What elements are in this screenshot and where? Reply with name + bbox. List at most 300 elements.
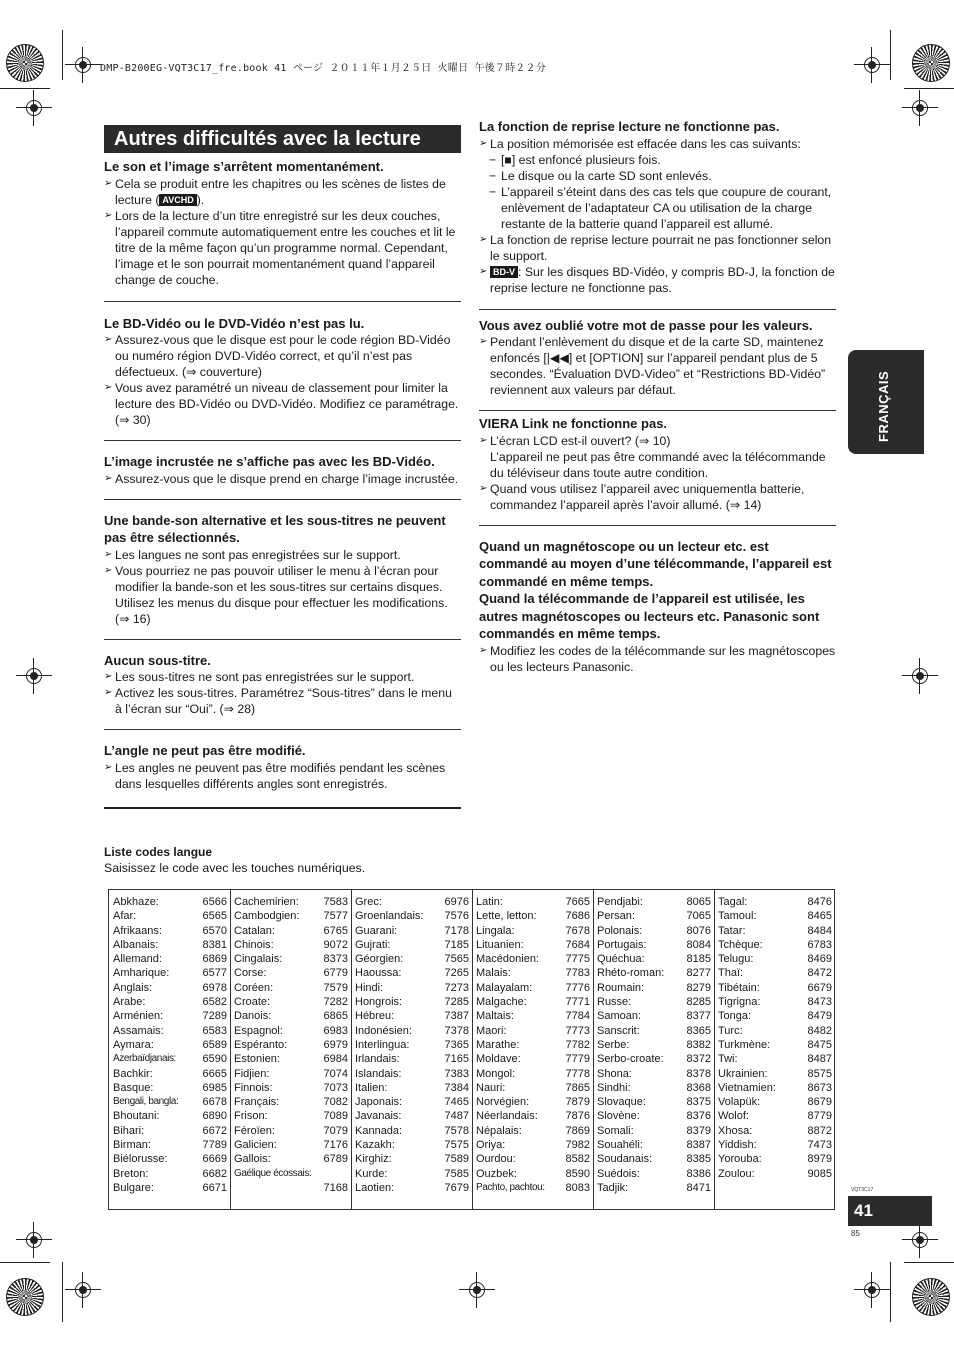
section-end-divider (104, 807, 461, 809)
language-name: Afar: (113, 910, 137, 923)
language-row (476, 1152, 590, 1166)
language-row (718, 966, 832, 980)
language-name: Indonésien: (355, 1024, 412, 1037)
language-name: Serbo-croate: (597, 1053, 664, 1066)
language-name: Guarani: (355, 924, 398, 937)
language-row (234, 981, 348, 995)
language-code: 7285 (444, 996, 469, 1009)
crosshair-mark (465, 1278, 489, 1302)
language-code: 6783 (807, 938, 832, 951)
bullet-item: ➢ Lors de la lecture d’un titre enregistré sur les deux couches, l’appareil commute automatiquement entre les couches et lit le titre de la même façon qu’un programme normal. Cependant, l’image et le son pourrait momentanément quand l’appareil change de couche. (104, 208, 461, 288)
language-code: 7487 (444, 1110, 469, 1123)
divider (104, 440, 461, 441)
language-code: 8285 (686, 996, 711, 1009)
language-name: Yorouba: (718, 1153, 762, 1166)
language-row (597, 1024, 711, 1038)
language-row (113, 1138, 227, 1152)
language-row (234, 1038, 348, 1052)
language-row (113, 995, 227, 1009)
language-code: 6669 (202, 1153, 227, 1166)
left-column (104, 158, 461, 809)
language-row (718, 909, 832, 923)
language-side-tab (848, 350, 924, 454)
language-code: 7678 (565, 924, 590, 937)
language-code: 6589 (202, 1038, 227, 1051)
language-name: Chinois: (234, 938, 274, 951)
language-name: Galicien: (234, 1139, 277, 1152)
language-name: Turc: (718, 1024, 743, 1037)
registration-sunburst-top-left (6, 44, 44, 82)
language-row (718, 981, 832, 995)
bullet-item: ➢ Quand vous utilisez l’appareil avec uniquementla batterie, commandez l’appareil après l’avoir allumé. (⇒ 14) (479, 481, 836, 513)
language-name: Sanscrit: (597, 1024, 640, 1037)
language-code: 8475 (807, 1038, 832, 1051)
language-code: 8779 (807, 1110, 832, 1123)
language-name: Quéchua: (597, 953, 645, 966)
language-column (597, 895, 711, 1195)
language-row (234, 1009, 348, 1023)
language-name: Latin: (476, 896, 503, 908)
language-name: Corse: (234, 967, 267, 980)
bullet-item: ➢ Activez les sous-titres. Paramétrez “Sous-titres” dans le menu à l’écran sur “Oui”. (⇒ 28) (104, 685, 461, 717)
language-row (476, 1081, 590, 1095)
language-row (597, 1095, 711, 1109)
language-name: Féroïen: (234, 1124, 275, 1137)
language-row (718, 1124, 832, 1138)
column-divider (593, 890, 594, 1209)
language-code: 7578 (444, 1124, 469, 1137)
bullet-item: ➢ Vous avez paramétré un niveau de classement pour limiter la lecture des BD-Vidéo ou DVD-Vidéo. Modifiez ce paramétrage. (⇒ 30) (104, 380, 461, 428)
language-row (476, 938, 590, 952)
heading: Aucun sous-titre. (104, 652, 211, 668)
language-code: 7265 (444, 967, 469, 980)
page-number: 41 (848, 1196, 932, 1226)
language-row (597, 1052, 711, 1066)
language-row (234, 952, 348, 966)
language-row (597, 1109, 711, 1123)
language-name: Tatar: (718, 924, 746, 937)
language-row (718, 1024, 832, 1038)
language-name: Espéranto: (234, 1038, 288, 1051)
crop-line (0, 88, 50, 89)
bullet-item: ➢ Pendant l’enlèvement du disque et de la carte SD, maintenez enfoncés [|◀◀] et [OPTION] sur l’appareil pendant plus de 5 secondes. “Évaluation DVD-Video” et “Restrictions BD-Vidéo” reviennent aux valeurs par défaut. (479, 334, 836, 398)
language-row (113, 1038, 227, 1052)
language-name: Anglais: (113, 981, 153, 994)
language-code: 7282 (323, 996, 348, 1009)
crosshair-mark (908, 1228, 932, 1252)
language-name: Fidjien: (234, 1067, 270, 1080)
language-row (113, 909, 227, 923)
crosshair-mark (22, 96, 46, 120)
language-code: 8479 (807, 1010, 832, 1023)
language-row (718, 1067, 832, 1081)
language-code: 7776 (565, 981, 590, 994)
language-row (113, 895, 227, 909)
language-row (597, 938, 711, 952)
language-name: Maori: (476, 1024, 507, 1037)
language-code: 7387 (444, 1010, 469, 1023)
language-row (234, 1124, 348, 1138)
language-row (355, 909, 469, 923)
language-name (234, 1181, 237, 1195)
language-row (476, 1167, 590, 1181)
language-row (597, 909, 711, 923)
language-row (718, 924, 832, 938)
language-name: Mongol: (476, 1067, 516, 1080)
crop-line (904, 88, 954, 89)
language-code: 8471 (686, 1181, 711, 1194)
language-code: 8375 (686, 1096, 711, 1109)
heading: Vous avez oublié votre mot de passe pour les valeurs. (479, 317, 813, 333)
language-name: Lette, letton: (476, 910, 537, 923)
divider (479, 525, 836, 526)
language-row (718, 1038, 832, 1052)
language-name: Hongrois: (355, 996, 403, 1009)
bullet-item: ➢ Les langues ne sont pas enregistrées sur le support. (104, 547, 461, 563)
language-column (113, 895, 227, 1195)
language-code: 7665 (565, 896, 590, 908)
language-code: 8386 (686, 1167, 711, 1180)
language-code: 8679 (807, 1096, 832, 1109)
language-name: Azerbaïdjanais: (113, 1053, 176, 1065)
language-name: Tchèque: (718, 938, 763, 951)
bullet-item: ➢ L’écran LCD est-il ouvert? (⇒ 10) L’appareil ne peut pas être commandé avec la télécommande du téléviseur dans toute autre condition. (479, 433, 836, 481)
heading: L’image incrustée ne s’affiche pas avec les BD-Vidéo. (104, 454, 435, 469)
language-code: 7079 (323, 1124, 348, 1137)
language-row (476, 1009, 590, 1023)
language-code: 6590 (202, 1053, 227, 1066)
language-code: 7176 (323, 1139, 348, 1152)
language-code: 6570 (202, 924, 227, 937)
bdv-badge: BD-V (490, 266, 518, 278)
language-code: 6789 (323, 1153, 348, 1166)
language-row (597, 1067, 711, 1081)
language-code: 6978 (202, 981, 227, 994)
language-name: Arménien: (113, 1010, 164, 1023)
language-name: Russe: (597, 996, 632, 1009)
language-row (234, 1181, 348, 1195)
crosshair-mark (860, 53, 884, 77)
language-row (355, 1081, 469, 1095)
language-code: 6779 (323, 967, 348, 980)
language-code: 8385 (686, 1153, 711, 1166)
language-name: Malais: (476, 967, 511, 980)
language-code: 7273 (444, 981, 469, 994)
divider (104, 639, 461, 640)
bullet-item: ➢ La fonction de reprise lecture pourrait ne pas fonctionner selon le support. (479, 232, 836, 264)
registration-sunburst-bottom-right (912, 1278, 950, 1316)
crop-line (62, 1262, 63, 1322)
language-name: Albanais: (113, 938, 159, 951)
language-name: Nauri: (476, 1081, 506, 1094)
language-row (113, 1181, 227, 1195)
language-row (476, 995, 590, 1009)
language-code: 7775 (565, 953, 590, 966)
language-code: 8487 (807, 1053, 832, 1066)
language-row (113, 924, 227, 938)
language-code: 8872 (807, 1124, 832, 1137)
language-name: Kannada: (355, 1124, 403, 1137)
heading: L’angle ne peut pas être modifié. (104, 743, 306, 758)
column-divider (230, 890, 231, 1209)
language-row (355, 1067, 469, 1081)
language-name: Malgache: (476, 996, 527, 1009)
language-code: 8365 (686, 1024, 711, 1037)
language-row (355, 938, 469, 952)
language-name: Ukrainien: (718, 1067, 768, 1080)
language-name: Espagnol: (234, 1024, 283, 1037)
language-row (718, 1152, 832, 1166)
bullet-item: ➢ Assurez-vous que le disque prend en charge l’image incrustée. (104, 471, 461, 487)
language-row (355, 1181, 469, 1195)
language-row (355, 1038, 469, 1052)
language-row (718, 938, 832, 952)
language-row (476, 1124, 590, 1138)
page-small-number: 85 (851, 1229, 860, 1238)
crosshair-mark (860, 1278, 884, 1302)
language-name: Tadjik: (597, 1181, 629, 1194)
language-code: 7784 (565, 1010, 590, 1023)
language-name: Hébreu: (355, 1010, 395, 1023)
language-row (113, 981, 227, 995)
language-code: 6583 (202, 1024, 227, 1037)
language-code: 8387 (686, 1139, 711, 1152)
language-code: 7576 (444, 910, 469, 923)
language-row (597, 995, 711, 1009)
language-column (476, 895, 590, 1195)
bullet-item: ➢ Cela se produit entre les chapitres ou les scènes de listes de lecture ( AVCHD ). (104, 176, 461, 208)
language-code: 7473 (807, 1139, 832, 1152)
language-code: 7365 (444, 1038, 469, 1051)
language-code: 7073 (323, 1081, 348, 1094)
language-name: Tonga: (718, 1010, 752, 1023)
language-name: Javanais: (355, 1110, 402, 1123)
crop-line (0, 1262, 50, 1263)
crop-line (890, 30, 891, 80)
language-name: Kirghiz: (355, 1153, 392, 1166)
registration-sunburst-bottom-left (6, 1278, 44, 1316)
file-header-line: DMP-B200EG-VQT3C17_fre.book 41 ページ ２０１１年１月２５日 火曜日 午後７時２２分 (100, 63, 546, 74)
language-name: Estonien: (234, 1053, 280, 1066)
language-code: 6678 (202, 1096, 227, 1109)
language-code: 8373 (323, 953, 348, 966)
language-name: Norvégien: (476, 1096, 530, 1109)
language-row (718, 1052, 832, 1066)
language-name: Cambodgien: (234, 910, 300, 923)
language-row (718, 895, 832, 909)
language-row (476, 1052, 590, 1066)
crosshair-mark (908, 664, 932, 688)
language-code: 7065 (686, 910, 711, 923)
language-row (234, 1138, 348, 1152)
language-code: 7168 (323, 1181, 348, 1194)
language-column (355, 895, 469, 1195)
language-code: 8377 (686, 1010, 711, 1023)
heading: Quand un magnétoscope ou un lecteur etc. est commandé au moyen d’une télécommande, l’appareil est commandé en même temps. (479, 538, 832, 589)
language-row (234, 1024, 348, 1038)
language-row (113, 938, 227, 952)
language-row (113, 1124, 227, 1138)
language-name: Grec: (355, 896, 382, 908)
language-code: 7879 (565, 1096, 590, 1109)
bullet-item: ➢ Vous pourriez ne pas pouvoir utiliser le menu à l’écran pour modifier la bande-son et les sous-titres sur certains disques. Utilisez les menus du disque pour effectuer les modifications. (⇒ 16) (104, 563, 461, 627)
language-name: Italien: (355, 1081, 388, 1094)
language-code: 7789 (202, 1139, 227, 1152)
language-name: Lingala: (476, 924, 515, 937)
language-code: 8372 (686, 1053, 711, 1066)
language-code: 7876 (565, 1110, 590, 1123)
section-title: Autres difficultés avec la lecture (104, 125, 461, 153)
language-name: Portugais: (597, 938, 647, 951)
language-row (355, 952, 469, 966)
language-row (355, 1167, 469, 1181)
language-name: Somali: (597, 1124, 634, 1137)
language-name: Xhosa: (718, 1124, 753, 1137)
language-code: 7783 (565, 967, 590, 980)
language-name: Souahéli: (597, 1139, 643, 1152)
right-column (479, 118, 836, 675)
language-row (476, 924, 590, 938)
crop-line (62, 30, 63, 80)
language-code: 6679 (807, 981, 832, 994)
divider (479, 410, 836, 411)
column-divider (351, 890, 352, 1209)
language-row (476, 952, 590, 966)
language-code: 8472 (807, 967, 832, 980)
language-name: Japonais: (355, 1096, 403, 1109)
language-code: 8084 (686, 938, 711, 951)
language-name: Samoan: (597, 1010, 642, 1023)
language-code: 7178 (444, 924, 469, 937)
language-name: Serbe: (597, 1038, 630, 1051)
language-name: Néerlandais: (476, 1110, 538, 1123)
language-code: 7585 (444, 1167, 469, 1180)
language-code: 8590 (565, 1167, 590, 1180)
language-name: Tibétain: (718, 981, 760, 994)
language-row (113, 1095, 227, 1109)
language-row (234, 938, 348, 952)
language-code: 8482 (807, 1024, 832, 1037)
language-name: Irlandais: (355, 1053, 400, 1066)
bullet-item: ➢ Les sous-titres ne sont pas enregistrées sur le support. (104, 669, 461, 685)
crosshair-mark (908, 96, 932, 120)
language-row (597, 966, 711, 980)
language-name: Bhoutani: (113, 1110, 160, 1123)
language-row (718, 1081, 832, 1095)
language-code: 7565 (444, 953, 469, 966)
language-row (597, 1081, 711, 1095)
language-code: 6682 (202, 1167, 227, 1180)
language-name: Laotien: (355, 1181, 395, 1194)
language-code: 7165 (444, 1053, 469, 1066)
language-name: Croate: (234, 996, 271, 1009)
language-name: Frison: (234, 1110, 268, 1123)
language-name: Slovaque: (597, 1096, 646, 1109)
language-name: Soudanais: (597, 1153, 653, 1166)
heading: Quand la télécommande de l’appareil est utilisée, les autres magnétoscopes ou lecteurs etc. Panasonic sont commandés en même temps. (479, 591, 820, 641)
language-row (234, 895, 348, 909)
language-code: 6566 (202, 896, 227, 908)
language-code: 8185 (686, 953, 711, 966)
bullet-item: ➢ Les angles ne peuvent pas être modifiés pendant les scènes dans lesquelles différents angles sont enregistrés. (104, 760, 461, 792)
language-row (597, 1138, 711, 1152)
divider (104, 301, 461, 302)
language-row (113, 1052, 227, 1066)
language-name: Roumain: (597, 981, 645, 994)
language-row (355, 1124, 469, 1138)
language-name: Gaélique écossais: (234, 1167, 312, 1179)
language-row (476, 1109, 590, 1123)
language-row (597, 1152, 711, 1166)
language-code: 7779 (565, 1053, 590, 1066)
language-row (476, 909, 590, 923)
language-code: 6890 (202, 1110, 227, 1123)
language-row (597, 1167, 711, 1181)
language-name: Marathe: (476, 1038, 520, 1051)
language-code: 7686 (565, 910, 590, 923)
language-row (718, 1167, 832, 1181)
language-row (234, 909, 348, 923)
language-name: Hindi: (355, 981, 384, 994)
language-row (597, 1038, 711, 1052)
language-code: 7082 (323, 1096, 348, 1109)
language-code: 8979 (807, 1153, 832, 1166)
bullet-item: ➢ BD-V : Sur les disques BD-Vidéo, y compris BD-J, la fonction de reprise lecture ne fonctionne pas. (479, 264, 836, 296)
language-name: Aymara: (113, 1038, 154, 1051)
language-name: Thaï: (718, 967, 744, 980)
language-code: 6869 (202, 953, 227, 966)
language-name: Géorgien: (355, 953, 404, 966)
sub-item: − L’appareil s’éteint dans des cas tels que coupure de courant, enlèvement de l’adaptateur CA ou utilisation de la charge restante de la batterie quand l’appareil est allumé. (479, 184, 836, 232)
language-name: Assamais: (113, 1024, 164, 1037)
language-row (355, 1024, 469, 1038)
language-code: 7865 (565, 1081, 590, 1094)
language-code: 7773 (565, 1024, 590, 1037)
language-code: 6671 (202, 1181, 227, 1194)
column-divider (714, 890, 715, 1209)
language-column (718, 895, 832, 1181)
language-code: 7383 (444, 1067, 469, 1080)
language-row (234, 1067, 348, 1081)
language-code: 6765 (323, 924, 348, 937)
language-code: 6983 (323, 1024, 348, 1037)
sub-item: − Le disque ou la carte SD sont enlevés. (479, 168, 836, 184)
language-name: Gallois: (234, 1153, 271, 1166)
language-code: 6976 (444, 896, 469, 908)
language-code: 7869 (565, 1124, 590, 1137)
language-row (234, 1152, 348, 1166)
language-name: Rhéto-roman: (597, 967, 665, 980)
bullet-item: ➢ Assurez-vous que le disque est pour le code région BD-Vidéo ou numéro région DVD-Vidéo correct, et qu’il n’est pas défectueux. (⇒ couverture) (104, 332, 461, 380)
language-row (355, 981, 469, 995)
language-name: Ouzbek: (476, 1167, 517, 1180)
language-name: Polonais: (597, 924, 643, 937)
language-name: Népalais: (476, 1124, 522, 1137)
heading: La fonction de reprise lecture ne fonctionne pas. (479, 119, 780, 134)
language-row (234, 1095, 348, 1109)
language-row (113, 1024, 227, 1038)
heading: Une bande-son alternative et les sous-titres ne peuvent pas être sélectionnés. (104, 512, 446, 545)
language-name: Breton: (113, 1167, 149, 1180)
bullet-item: ➢ Modifiez les codes de la télécommande sur les magnétoscopes ou les lecteurs Panasonic. (479, 643, 836, 675)
language-name: Slovène: (597, 1110, 640, 1123)
language-name: Danois: (234, 1010, 272, 1023)
language-code: 7679 (444, 1181, 469, 1194)
language-code: 9072 (323, 938, 348, 951)
language-code: 8076 (686, 924, 711, 937)
crosshair-mark (71, 1278, 95, 1302)
language-row (355, 1052, 469, 1066)
